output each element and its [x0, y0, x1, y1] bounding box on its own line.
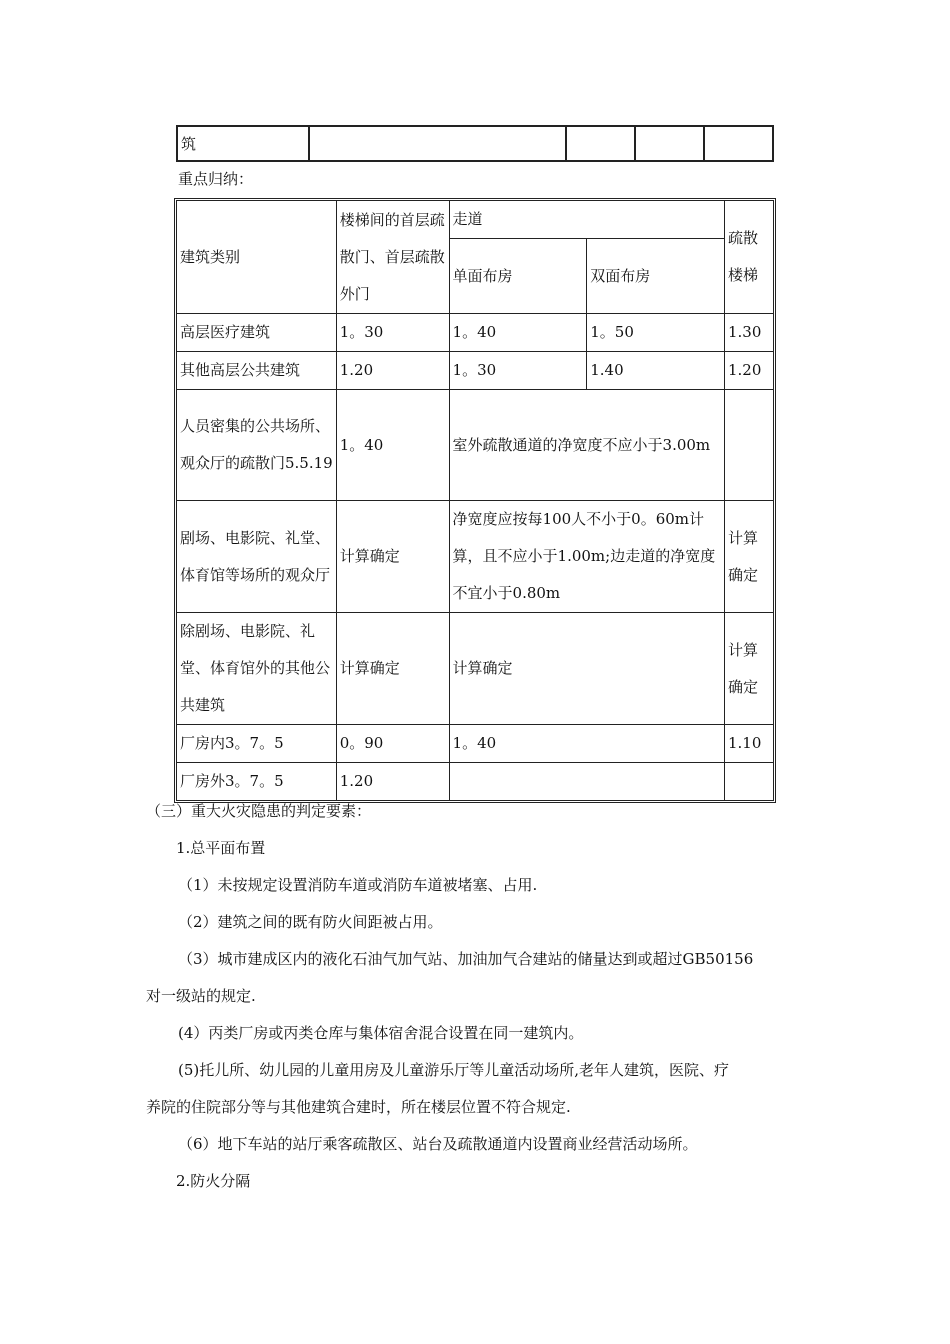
cell-door: 1.20 — [336, 763, 449, 801]
fragment-cell-empty — [309, 126, 566, 161]
header-stairs: 疏散楼梯 — [725, 201, 774, 314]
cell-stairs: 1.10 — [725, 725, 774, 763]
cell-corridor — [449, 763, 724, 801]
table-row — [177, 126, 773, 161]
fragment-cell: 筑 — [177, 126, 309, 161]
paragraph: （1）未按规定设置消防车道或消防车道被堵塞、占用. — [178, 876, 538, 894]
paragraph: (4）丙类厂房或丙类仓库与集体宿舍混合设置在同一建筑内。 — [178, 1024, 584, 1042]
cell-corridor: 计算确定 — [449, 613, 724, 725]
table-row — [177, 763, 774, 801]
paragraph: （3）城市建成区内的液化石油气加气站、加油加气合建站的储量达到或超过GB50156 — [178, 950, 754, 968]
cell-door: 计算确定 — [336, 501, 449, 613]
cell-stairs: 1.30 — [725, 314, 774, 352]
cell-stairs — [725, 763, 774, 801]
table-header-row — [177, 201, 774, 239]
section-title: （三）重大火灾隐患的判定要素： — [146, 802, 372, 820]
paragraph: （6）地下车站的站厅乘客疏散区、站台及疏散通道内设置商业经营活动场所。 — [178, 1135, 698, 1153]
paragraph-continued: 养院的住院部分等与其他建筑合建时，所在楼层位置不符合规定. — [146, 1098, 571, 1116]
cell-door: 1。30 — [336, 314, 449, 352]
subsection-title: 1.总平面布置 — [176, 839, 266, 857]
header-corridor: 走道 — [449, 201, 724, 239]
header-stair-door: 楼梯间的首层疏散门、首层疏散外门 — [336, 201, 449, 314]
paragraph: （2）建筑之间的既有防火间距被占用。 — [178, 913, 443, 931]
header-single-side: 单面布房 — [449, 239, 587, 314]
table-row — [177, 390, 774, 501]
paragraph-continued: 对一级站的规定. — [146, 987, 256, 1005]
header-double-side: 双面布房 — [587, 239, 725, 314]
cell-door: 计算确定 — [336, 613, 449, 725]
fragment-cell-empty — [566, 126, 635, 161]
cell-type: 厂房外3。7。5 — [177, 763, 337, 801]
cell-corridor: 室外疏散通道的净宽度不应小于3.00m — [449, 390, 724, 501]
cell-stairs: 计算确定 — [725, 501, 774, 613]
fragment-cell-empty — [704, 126, 773, 161]
cell-type: 其他高层公共建筑 — [177, 352, 337, 390]
cell-door: 1.20 — [336, 352, 449, 390]
cell-type: 剧场、电影院、礼堂、体育馆等场所的观众厅 — [177, 501, 337, 613]
cell-door: 0。90 — [336, 725, 449, 763]
cell-type: 除剧场、电影院、礼堂、体育馆外的其他公共建筑 — [177, 613, 337, 725]
cell-double: 1。50 — [587, 314, 725, 352]
fragment-table — [176, 125, 774, 162]
cell-single: 1。40 — [449, 314, 587, 352]
cell-type: 人员密集的公共场所、观众厅的疏散门5.5.19 — [177, 390, 337, 501]
cell-stairs: 计算确定 — [725, 613, 774, 725]
cell-corridor: 1。40 — [449, 725, 724, 763]
cell-corridor: 净宽度应按每100人不小于0。60m计算，且不应小于1.00m;边走道的净宽度不宜小于0.80m — [449, 501, 724, 613]
table-row — [177, 314, 774, 352]
cell-type: 厂房内3。7。5 — [177, 725, 337, 763]
cell-single: 1。30 — [449, 352, 587, 390]
table-row — [177, 501, 774, 613]
table-row — [177, 725, 774, 763]
header-building-type: 建筑类别 — [177, 201, 337, 314]
table-row — [177, 352, 774, 390]
paragraph: (5)托儿所、幼儿园的儿童用房及儿童游乐厅等儿童活动场所,老年人建筑，医院、疗 — [178, 1061, 730, 1079]
subsection-title: 2.防火分隔 — [176, 1172, 251, 1190]
summary-label: 重点归纳： — [178, 170, 254, 188]
fragment-cell-empty — [635, 126, 704, 161]
cell-stairs: 1.20 — [725, 352, 774, 390]
cell-door: 1。40 — [336, 390, 449, 501]
table-row — [177, 613, 774, 725]
evacuation-width-table — [176, 200, 774, 801]
cell-stairs — [725, 390, 774, 501]
cell-double: 1.40 — [587, 352, 725, 390]
cell-type: 高层医疗建筑 — [177, 314, 337, 352]
